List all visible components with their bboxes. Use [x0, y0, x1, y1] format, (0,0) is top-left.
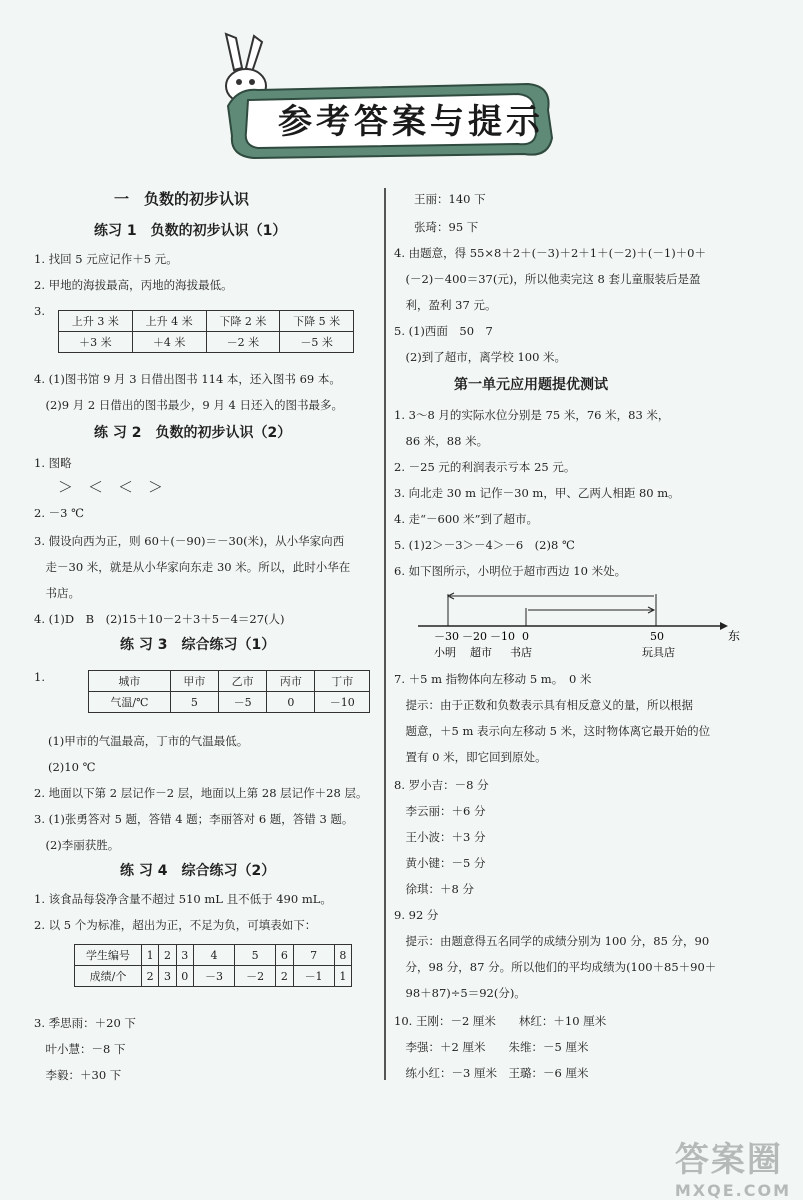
answer-line: 1. 3～8 月的实际水位分别是 75 米，76 米，83 米，	[394, 408, 670, 422]
answer-line: 3. 向北走 30 m 记作－30 m，甲、乙两人相距 80 m。	[394, 486, 680, 500]
answer-line: (2)10 ℃	[48, 760, 96, 774]
answer-line: 置有 0 米，即它回到原处。	[394, 750, 547, 764]
answer-line: (－2)－400＝37(元)，所以他卖完这 8 套儿童服装后是盈	[394, 272, 701, 286]
answer-line: 1. 找回 5 元应记作＋5 元。	[34, 252, 178, 266]
answer-line: 6. 如下图所示，小明位于超市西边 10 米处。	[394, 564, 627, 578]
answer-line: 3.	[34, 304, 45, 318]
direction-label: 东	[728, 629, 741, 643]
answer-line: (2)到了超市，离学校 100 米。	[394, 350, 567, 364]
site-watermark	[675, 1132, 791, 1200]
table-cell: －1	[293, 966, 334, 987]
answer-line: 李强：＋2 厘米 朱维：－5 厘米	[394, 1040, 589, 1054]
exercise-4-title: 练 习 4 综合练习（2）	[120, 863, 276, 879]
table-cell: 3	[176, 945, 193, 966]
answer-line: 10. 王刚：－2 厘米 林红：＋10 厘米	[394, 1014, 607, 1028]
page-title: 参考答案与提示	[278, 102, 544, 142]
table-cell: ＋3 米	[59, 332, 133, 353]
table-cell: 2	[142, 966, 159, 987]
answer-line: 王小波：＋3 分	[394, 830, 486, 844]
student-score-table	[74, 944, 352, 987]
table-cell: ＋4 米	[132, 332, 206, 353]
table-row	[75, 966, 352, 987]
table-cell: 下降 5 米	[280, 311, 354, 332]
answer-line: 徐琪：＋8 分	[394, 882, 474, 896]
table-cell: 丙市	[267, 671, 315, 692]
watermark-url: MXQE.COM	[674, 1181, 791, 1200]
header-banner	[218, 78, 558, 162]
table-cell: 成绩/个	[75, 966, 142, 987]
answer-line: 李毅：＋30 下	[34, 1068, 122, 1082]
place-label: 小明	[434, 646, 456, 658]
answer-line: 2. －25 元的利润表示亏本 25 元。	[394, 460, 576, 474]
table-cell: 1	[334, 966, 351, 987]
table-cell: 2	[159, 945, 176, 966]
table-cell: 8	[334, 945, 351, 966]
table-cell: 甲市	[170, 671, 218, 692]
column-divider	[384, 188, 386, 1080]
table-cell: 2	[276, 966, 293, 987]
answer-line: 9. 92 分	[394, 908, 439, 922]
answer-line: 4. 走“－600 米”到了超市。	[394, 512, 538, 526]
answer-line: 5. (1)西面 50 7	[394, 324, 493, 338]
answer-line: 提示：由题意得五名同学的成绩分别为 100 分，85 分，90	[394, 934, 710, 948]
answer-line: 1. 图略	[34, 456, 72, 470]
axis-arrow-icon	[720, 622, 728, 630]
table-cell: 上升 3 米	[59, 311, 133, 332]
table-cell: 0	[176, 966, 193, 987]
answer-line: 书店。	[34, 586, 80, 600]
answer-line: 86 米，88 米。	[394, 434, 489, 448]
table-cell: －3	[193, 966, 234, 987]
answer-line: 叶小慧：－8 下	[34, 1042, 126, 1056]
table-row	[75, 945, 352, 966]
answer-line: (2)9 月 2 日借出的图书最少，9 月 4 日还入的图书最多。	[34, 398, 343, 412]
table-row	[59, 311, 354, 332]
answer-line: 2. 地面以下第 2 层记作－2 层，地面以上第 28 层记作＋28 层。	[34, 786, 368, 800]
answer-line: 分，98 分，87 分。所以他们的平均成绩为(100＋85＋90＋	[394, 960, 717, 974]
tick-label: －10	[490, 630, 515, 643]
table-cell: 3	[159, 966, 176, 987]
answer-line: 4. 由题意，得 55×8＋2＋(－3)＋2＋1＋(－2)＋(－1)＋0＋	[394, 246, 707, 260]
tick-label: －20	[462, 630, 487, 643]
table-row	[89, 692, 370, 713]
answer-line: 2. －3 ℃	[34, 506, 84, 520]
tick-label: －30	[434, 630, 459, 643]
place-label: 超市	[470, 646, 492, 658]
answer-line: 7. ＋5 m 指物体向左移动 5 m。 0 米	[394, 672, 592, 686]
answer-line: 4. (1)图书馆 9 月 3 日借出图书 114 本，还入图书 69 本。	[34, 372, 341, 386]
answer-line: 98＋87)÷5＝92(分)。	[394, 986, 526, 1000]
table-cell: －5 米	[280, 332, 354, 353]
table-cell: 学生编号	[75, 945, 142, 966]
table-cell: 6	[276, 945, 293, 966]
answer-line: 张琦：95 下	[414, 220, 479, 234]
table-cell: －2 米	[206, 332, 280, 353]
answer-line: 李云丽：＋6 分	[394, 804, 486, 818]
section-title: 一 负数的初步认识	[114, 190, 250, 208]
exercise-1-title: 练习 1 负数的初步认识（1）	[94, 223, 287, 239]
table-cell: 5	[170, 692, 218, 713]
answer-line: 1. 该食品每袋净含量不超过 510 mL 且不低于 490 mL。	[34, 892, 332, 906]
answer-line: 提示：由于正数和负数表示具有相反意义的量，所以根据	[394, 698, 693, 712]
answer-line: ＞ ＜ ＜ ＞	[58, 478, 164, 496]
answer-line: 8. 罗小吉：－8 分	[394, 778, 489, 792]
table-cell: －10	[315, 692, 370, 713]
table-row	[59, 332, 354, 353]
table-cell: 5	[235, 945, 276, 966]
table-cell: 上升 4 米	[132, 311, 206, 332]
exercise-2-title: 练 习 2 负数的初步认识（2）	[94, 425, 292, 441]
answer-line: 练小红：－3 厘米 王璐：－6 厘米	[394, 1066, 589, 1080]
answer-line: 5. (1)2＞－3＞－4＞－6 (2)8 ℃	[394, 538, 575, 552]
answer-line: (2)李丽获胜。	[34, 838, 120, 852]
answer-line: 黄小键：－5 分	[394, 856, 486, 870]
table-cell: 1	[142, 945, 159, 966]
answer-line: 4. (1)D B (2)15＋10－2＋3＋5－4＝27(人)	[34, 612, 285, 626]
table-cell: 下降 2 米	[206, 311, 280, 332]
table-cell: 7	[293, 945, 334, 966]
table-cell: 气温/℃	[89, 692, 171, 713]
table-row	[89, 671, 370, 692]
answer-line: 利，盈利 37 元。	[394, 298, 497, 312]
watermark-logo-text: 答案圈	[674, 1140, 783, 1180]
place-label: 书店	[510, 646, 532, 658]
unit-test-title: 第一单元应用题提优测试	[454, 377, 608, 393]
table-cell: －5	[219, 692, 267, 713]
rise-fall-table	[58, 310, 354, 353]
answer-line: 2. 以 5 个为标准，超出为正，不足为负，可填表如下：	[34, 918, 317, 932]
table-cell: 0	[267, 692, 315, 713]
answer-line: 王丽：140 下	[414, 192, 486, 206]
answer-line: 3. 假设向西为正，则 60＋(－90)＝－30(米)，从小华家向西	[34, 534, 345, 548]
table-cell: 丁市	[315, 671, 370, 692]
number-line-diagram	[410, 586, 750, 658]
answer-line: 2. 甲地的海拔最高，丙地的海拔最低。	[34, 278, 233, 292]
table-cell: －2	[235, 966, 276, 987]
exercise-3-title: 练 习 3 综合练习（1）	[120, 637, 276, 653]
tick-label: 0	[522, 630, 529, 643]
answer-line: 3. (1)张勇答对 5 题，答错 4 题；李丽答对 6 题，答错 3 题。	[34, 812, 354, 826]
table-cell: 4	[193, 945, 234, 966]
table-cell: 乙市	[219, 671, 267, 692]
answer-line: 题意，＋5 m 表示向左移动 5 米，这时物体离它最开始的位	[394, 724, 711, 738]
answer-line: 1.	[34, 670, 45, 684]
tick-label: 50	[650, 630, 664, 643]
answer-line: (1)甲市的气温最高，丁市的气温最低。	[48, 734, 249, 748]
answer-line: 走－30 米，就是从小华家向东走 30 米。所以，此时小华在	[34, 560, 351, 574]
place-label: 玩具店	[642, 646, 675, 658]
answer-line: 3. 季思雨：＋20 下	[34, 1016, 136, 1030]
table-cell: 城市	[89, 671, 171, 692]
city-temperature-table	[88, 670, 370, 713]
